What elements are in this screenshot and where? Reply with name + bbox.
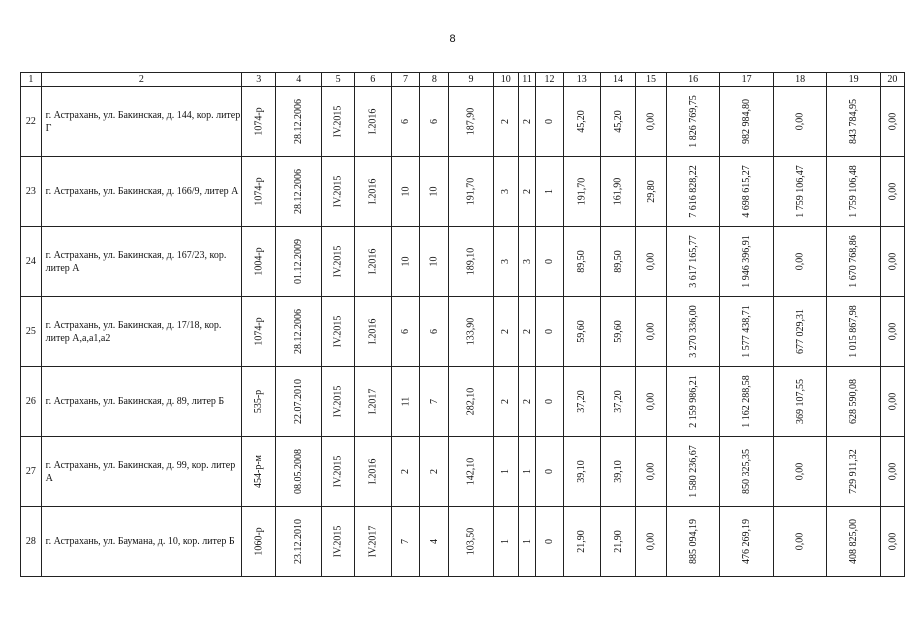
cell-value: 0: [544, 329, 556, 334]
cell-value: 3: [521, 259, 533, 264]
cell-value: 1074-р: [253, 177, 265, 206]
column-header-16: 16: [666, 73, 720, 87]
cell-c17: [720, 507, 774, 577]
cell-c4: [276, 507, 322, 577]
cell-value: 3 270 336,00: [687, 305, 699, 358]
column-header-14: 14: [600, 73, 636, 87]
cell-value: 10: [428, 186, 440, 197]
cell-value: 2: [500, 399, 512, 404]
cell-c15: [636, 367, 667, 437]
cell-c12: [536, 437, 563, 507]
address-cell: г. Астрахань, ул. Бакинская, д. 17/18, кор. литер А,а,а1,а2: [41, 297, 242, 367]
cell-c4: [276, 437, 322, 507]
cell-value: 2: [428, 469, 440, 474]
cell-value: 45,20: [576, 110, 588, 133]
cell-c5: [322, 87, 355, 157]
cell-value: 1 162 288,58: [741, 375, 753, 428]
cell-c12: [536, 367, 563, 437]
cell-value: 6: [400, 119, 411, 124]
cell-c10: [493, 437, 518, 507]
cell-value: 0,00: [645, 462, 657, 481]
cell-c4: [276, 227, 322, 297]
cell-value: IV.2015: [332, 525, 344, 558]
cell-c8: [420, 87, 449, 157]
cell-value: 454-р-м: [253, 455, 265, 488]
cell-c5: [322, 507, 355, 577]
column-header-2: 2: [41, 73, 242, 87]
cell-c10: [493, 507, 518, 577]
cell-value: 191,70: [465, 177, 477, 206]
cell-value: 0,00: [886, 252, 898, 271]
cell-c18: [773, 507, 827, 577]
cell-value: 2: [521, 189, 533, 194]
cell-value: 1 759 106,47: [794, 165, 806, 218]
cell-c5: [322, 297, 355, 367]
cell-value: 408 825,00: [848, 519, 860, 564]
column-header-11: 11: [518, 73, 536, 87]
cell-value: 7 616 828,22: [687, 165, 699, 218]
cell-value: IV.2015: [332, 315, 344, 348]
cell-c16: [666, 437, 720, 507]
cell-value: 1004-р: [253, 247, 265, 276]
cell-c11: [518, 437, 536, 507]
table-row: [21, 367, 905, 437]
cell-c10: [493, 157, 518, 227]
cell-c6: [354, 157, 391, 227]
cell-c16: [666, 507, 720, 577]
cell-c12: [536, 507, 563, 577]
table-row: [21, 507, 905, 577]
cell-value: 3 617 165,77: [687, 235, 699, 288]
cell-c7: [391, 87, 420, 157]
cell-c16: [666, 157, 720, 227]
cell-value: 0,00: [645, 112, 657, 131]
cell-c11: [518, 87, 536, 157]
column-header-9: 9: [449, 73, 493, 87]
cell-c18: [773, 297, 827, 367]
cell-value: 1: [500, 469, 512, 474]
cell-c8: [420, 227, 449, 297]
cell-value: 0: [544, 539, 556, 544]
cell-value: 1 580 236,67: [687, 445, 699, 498]
cell-value: 1 670 768,86: [848, 235, 860, 288]
cell-c5: [322, 437, 355, 507]
cell-c16: [666, 297, 720, 367]
cell-c17: [720, 157, 774, 227]
address-cell: г. Астрахань, ул. Бакинская, д. 167/23, кор. литер А: [41, 227, 242, 297]
cell-c19: [827, 87, 881, 157]
address-cell: г. Астрахань, ул. Бакинская, д. 166/9, литер А: [41, 157, 242, 227]
cell-value: 28.12.2006: [293, 309, 305, 354]
column-header-17: 17: [720, 73, 774, 87]
cell-c6: [354, 437, 391, 507]
cell-value: 0,00: [794, 462, 806, 481]
cell-c11: [518, 367, 536, 437]
cell-c8: [420, 437, 449, 507]
cell-value: 22.07.2010: [293, 379, 305, 424]
cell-value: 37,20: [612, 390, 624, 413]
cell-c20: [880, 437, 904, 507]
cell-value: 89,50: [576, 250, 588, 273]
cell-value: 0,00: [886, 182, 898, 201]
cell-c15: [636, 87, 667, 157]
cell-value: 21,90: [576, 530, 588, 553]
cell-c14: [600, 437, 636, 507]
row-number: 25: [21, 297, 42, 367]
cell-value: 1 759 106,48: [848, 165, 860, 218]
cell-c7: [391, 437, 420, 507]
cell-c12: [536, 227, 563, 297]
cell-value: 0,00: [794, 252, 806, 271]
cell-c10: [493, 227, 518, 297]
cell-c12: [536, 157, 563, 227]
cell-c10: [493, 87, 518, 157]
cell-value: 628 590,08: [848, 379, 860, 424]
cell-value: 369 107,55: [794, 379, 806, 424]
row-number: 27: [21, 437, 42, 507]
cell-c19: [827, 157, 881, 227]
cell-c7: [391, 157, 420, 227]
cell-value: 2: [500, 119, 512, 124]
table-row: [21, 297, 905, 367]
cell-value: IV.2017: [367, 525, 379, 558]
cell-c14: [600, 87, 636, 157]
column-header-5: 5: [322, 73, 355, 87]
cell-c16: [666, 367, 720, 437]
cell-c7: [391, 507, 420, 577]
cell-value: 4 698 615,27: [741, 165, 753, 218]
page-number: 8: [449, 33, 456, 45]
cell-c9: [449, 227, 493, 297]
cell-value: 3: [500, 189, 512, 194]
cell-value: 729 911,32: [848, 449, 860, 494]
cell-c18: [773, 157, 827, 227]
cell-value: 28.12.2006: [293, 169, 305, 214]
row-number: 28: [21, 507, 42, 577]
column-header-6: 6: [354, 73, 391, 87]
cell-value: 7: [428, 399, 440, 404]
cell-c7: [391, 367, 420, 437]
cell-value: I.2016: [367, 458, 379, 485]
column-header-7: 7: [391, 73, 420, 87]
cell-c18: [773, 87, 827, 157]
cell-value: 677 029,31: [794, 309, 806, 354]
cell-c9: [449, 87, 493, 157]
cell-c19: [827, 437, 881, 507]
cell-c19: [827, 507, 881, 577]
cell-value: 850 325,35: [741, 449, 753, 494]
cell-c20: [880, 157, 904, 227]
cell-value: 1 577 438,71: [741, 305, 753, 358]
cell-value: 39,10: [612, 460, 624, 483]
column-header-18: 18: [773, 73, 827, 87]
cell-value: 59,60: [576, 320, 588, 343]
cell-c15: [636, 157, 667, 227]
row-number: 22: [21, 87, 42, 157]
cell-value: 0: [544, 119, 556, 124]
row-number: 24: [21, 227, 42, 297]
cell-value: 0,00: [645, 252, 657, 271]
cell-c13: [563, 157, 600, 227]
cell-c14: [600, 297, 636, 367]
cell-value: 476 269,19: [741, 519, 753, 564]
cell-c4: [276, 157, 322, 227]
cell-value: 0: [544, 469, 556, 474]
cell-c15: [636, 507, 667, 577]
cell-c3: [242, 227, 276, 297]
cell-value: 191,70: [576, 177, 588, 206]
cell-c9: [449, 437, 493, 507]
cell-value: 4: [428, 539, 440, 544]
cell-value: 0,00: [886, 112, 898, 131]
cell-c11: [518, 157, 536, 227]
cell-c15: [636, 297, 667, 367]
column-header-10: 10: [493, 73, 518, 87]
table-row: [21, 87, 905, 157]
cell-c20: [880, 507, 904, 577]
cell-value: 1074-р: [253, 107, 265, 136]
cell-c19: [827, 297, 881, 367]
cell-c11: [518, 507, 536, 577]
cell-value: I.2016: [367, 248, 379, 275]
cell-c10: [493, 367, 518, 437]
cell-value: 0,00: [645, 392, 657, 411]
cell-c20: [880, 227, 904, 297]
cell-value: 0,00: [886, 392, 898, 411]
cell-value: 843 784,95: [848, 99, 860, 144]
cell-c12: [536, 297, 563, 367]
cell-value: 982 984,80: [741, 99, 753, 144]
housing-table: [20, 72, 905, 577]
cell-c15: [636, 227, 667, 297]
cell-c20: [880, 87, 904, 157]
cell-value: IV.2015: [332, 175, 344, 208]
cell-value: IV.2015: [332, 105, 344, 138]
cell-c12: [536, 87, 563, 157]
cell-c6: [354, 297, 391, 367]
cell-c8: [420, 507, 449, 577]
table-row: [21, 157, 905, 227]
cell-value: 0,00: [645, 532, 657, 551]
cell-value: IV.2015: [332, 245, 344, 278]
cell-value: I.2016: [367, 178, 379, 205]
column-header-1: 1: [21, 73, 42, 87]
cell-value: 3: [500, 259, 512, 264]
cell-value: 133,90: [465, 317, 477, 346]
cell-c16: [666, 227, 720, 297]
cell-c19: [827, 367, 881, 437]
cell-c13: [563, 507, 600, 577]
table-row: [21, 437, 905, 507]
cell-value: 1: [521, 539, 533, 544]
row-number: 26: [21, 367, 42, 437]
cell-value: 2: [400, 469, 411, 474]
cell-c18: [773, 367, 827, 437]
column-header-3: 3: [242, 73, 276, 87]
cell-value: 1074-р: [253, 317, 265, 346]
cell-value: 2: [521, 119, 533, 124]
cell-c16: [666, 87, 720, 157]
cell-c8: [420, 297, 449, 367]
cell-c8: [420, 367, 449, 437]
cell-c3: [242, 297, 276, 367]
cell-c3: [242, 367, 276, 437]
cell-value: 103,50: [465, 527, 477, 556]
cell-value: IV.2015: [332, 385, 344, 418]
cell-c18: [773, 437, 827, 507]
cell-value: 0: [544, 399, 556, 404]
cell-value: 0,00: [886, 462, 898, 481]
cell-c6: [354, 367, 391, 437]
cell-value: 1 946 396,91: [741, 235, 753, 288]
column-header-15: 15: [636, 73, 667, 87]
cell-value: 89,50: [612, 250, 624, 273]
cell-value: 2: [521, 399, 533, 404]
row-number: 23: [21, 157, 42, 227]
column-header-4: 4: [276, 73, 322, 87]
cell-c13: [563, 297, 600, 367]
cell-value: 37,20: [576, 390, 588, 413]
cell-value: 11: [399, 396, 411, 407]
cell-value: 1: [544, 189, 556, 194]
cell-c7: [391, 227, 420, 297]
cell-c17: [720, 297, 774, 367]
cell-c6: [354, 507, 391, 577]
cell-c9: [449, 367, 493, 437]
cell-c13: [563, 437, 600, 507]
cell-value: I.2016: [367, 108, 379, 135]
cell-value: 161,90: [612, 177, 624, 206]
cell-c9: [449, 507, 493, 577]
address-cell: г. Астрахань, ул. Бакинская, д. 99, кор. литер А: [41, 437, 242, 507]
cell-value: 189,10: [465, 247, 477, 276]
cell-c9: [449, 297, 493, 367]
column-header-20: 20: [880, 73, 904, 87]
cell-value: 29,80: [645, 180, 657, 203]
cell-value: 39,10: [576, 460, 588, 483]
cell-value: 01.12.2009: [293, 239, 305, 284]
cell-c4: [276, 87, 322, 157]
cell-value: IV.2015: [332, 455, 344, 488]
cell-c6: [354, 87, 391, 157]
cell-c7: [391, 297, 420, 367]
cell-value: 142,10: [465, 457, 477, 486]
cell-value: 2 159 986,21: [687, 375, 699, 428]
cell-value: 23.12.2010: [293, 519, 305, 564]
cell-c20: [880, 367, 904, 437]
cell-value: 6: [428, 329, 440, 334]
cell-c3: [242, 87, 276, 157]
address-cell: г. Астрахань, ул. Баумана, д. 10, кор. литер Б: [41, 507, 242, 577]
cell-c13: [563, 227, 600, 297]
cell-value: 2: [521, 329, 533, 334]
cell-c4: [276, 297, 322, 367]
cell-c10: [493, 297, 518, 367]
cell-c14: [600, 507, 636, 577]
cell-value: 0,00: [645, 322, 657, 341]
cell-c14: [600, 227, 636, 297]
cell-value: 885 094,19: [687, 519, 699, 564]
cell-c6: [354, 227, 391, 297]
cell-c14: [600, 367, 636, 437]
cell-value: 28.12.2006: [293, 99, 305, 144]
column-header-8: 8: [420, 73, 449, 87]
cell-value: 10: [400, 186, 411, 197]
cell-c11: [518, 227, 536, 297]
cell-c5: [322, 367, 355, 437]
cell-value: 535-р: [253, 389, 265, 414]
address-cell: г. Астрахань, ул. Бакинская, д. 89, литер Б: [41, 367, 242, 437]
cell-c17: [720, 227, 774, 297]
cell-value: I.2017: [367, 388, 379, 415]
cell-c13: [563, 367, 600, 437]
cell-value: 45,20: [612, 110, 624, 133]
cell-value: 21,90: [612, 530, 624, 553]
cell-value: 1 826 769,75: [687, 95, 699, 148]
cell-c18: [773, 227, 827, 297]
cell-value: 59,60: [612, 320, 624, 343]
column-header-12: 12: [536, 73, 563, 87]
cell-value: 282,10: [465, 387, 477, 416]
cell-c9: [449, 157, 493, 227]
cell-c4: [276, 367, 322, 437]
cell-c17: [720, 437, 774, 507]
cell-value: 08.05.2008: [293, 449, 305, 494]
cell-value: 7: [400, 539, 411, 544]
cell-value: 0,00: [794, 112, 806, 131]
cell-value: 6: [400, 329, 411, 334]
cell-value: 1: [521, 469, 533, 474]
cell-value: 0,00: [794, 532, 806, 551]
cell-c15: [636, 437, 667, 507]
column-header-13: 13: [563, 73, 600, 87]
cell-value: 1: [500, 539, 512, 544]
cell-value: 10: [428, 256, 440, 267]
cell-c17: [720, 87, 774, 157]
cell-value: I.2016: [367, 318, 379, 345]
cell-c20: [880, 297, 904, 367]
cell-c19: [827, 227, 881, 297]
cell-c11: [518, 297, 536, 367]
table-row: [21, 227, 905, 297]
cell-value: 1060-р: [253, 527, 265, 556]
column-header-19: 19: [827, 73, 881, 87]
cell-c3: [242, 437, 276, 507]
cell-value: 0,00: [886, 532, 898, 551]
cell-value: 0: [544, 259, 556, 264]
cell-c3: [242, 507, 276, 577]
cell-value: 10: [400, 256, 411, 267]
cell-c5: [322, 227, 355, 297]
cell-c14: [600, 157, 636, 227]
cell-value: 187,90: [465, 107, 477, 136]
cell-c8: [420, 157, 449, 227]
cell-value: 0,00: [886, 322, 898, 341]
cell-value: 1 015 867,98: [848, 305, 860, 358]
cell-c13: [563, 87, 600, 157]
cell-value: 2: [500, 329, 512, 334]
cell-c17: [720, 367, 774, 437]
cell-c5: [322, 157, 355, 227]
cell-c3: [242, 157, 276, 227]
cell-value: 6: [428, 119, 440, 124]
address-cell: г. Астрахань, ул. Бакинская, д. 144, кор. литер Г: [41, 87, 242, 157]
